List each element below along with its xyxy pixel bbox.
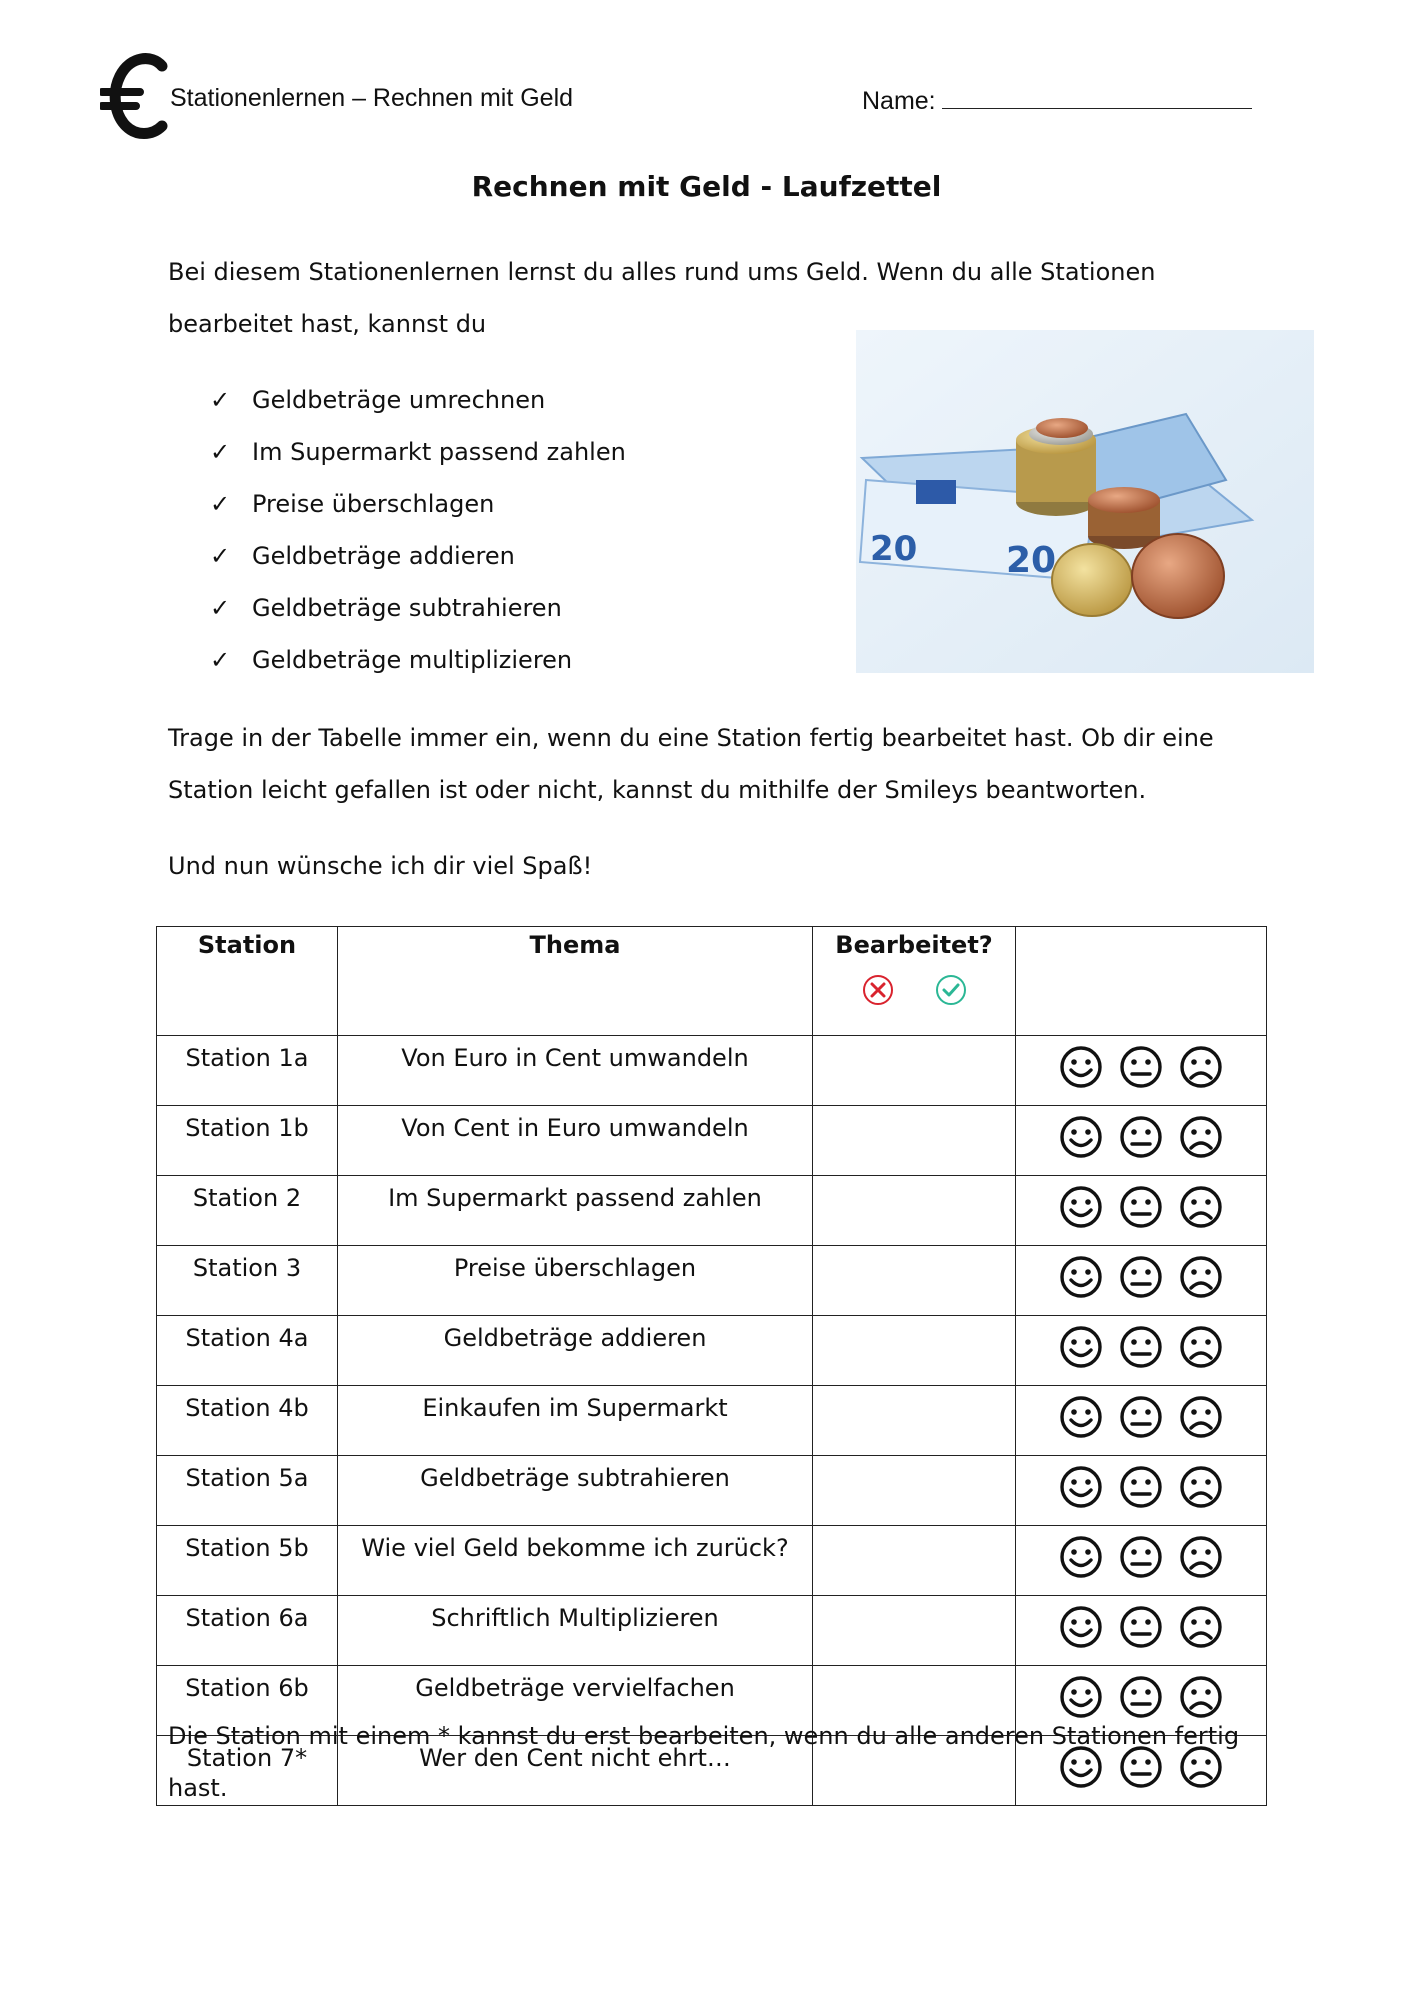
station-cell: Station 4a: [157, 1316, 338, 1386]
money-photo: [856, 330, 1314, 673]
table-body: [157, 1036, 1267, 1806]
thema-cell: Wer den Cent nicht ehrt…: [338, 1736, 813, 1806]
station-cell: Station 1a: [157, 1036, 338, 1106]
happy-smiley-icon[interactable]: [1058, 1254, 1104, 1300]
neutral-smiley-icon[interactable]: [1118, 1044, 1164, 1090]
done-checkbox-cell[interactable]: [813, 1456, 1016, 1526]
name-blank-line[interactable]: [942, 84, 1252, 109]
rating-cell: [1016, 1596, 1267, 1666]
neutral-smiley-icon[interactable]: [1118, 1114, 1164, 1160]
happy-smiley-icon[interactable]: [1058, 1394, 1104, 1440]
table-row: [157, 1176, 1267, 1246]
table-row: [157, 1526, 1267, 1596]
neutral-smiley-icon[interactable]: [1118, 1394, 1164, 1440]
rating-cell: [1016, 1316, 1267, 1386]
checkmark-icon: ✓: [210, 646, 231, 674]
sad-smiley-icon[interactable]: [1178, 1604, 1224, 1650]
happy-smiley-icon[interactable]: [1058, 1184, 1104, 1230]
done-checkbox-cell[interactable]: [813, 1036, 1016, 1106]
smiley-group: [1016, 1044, 1266, 1090]
station-cell: Station 1b: [157, 1106, 338, 1176]
intro-paragraph: Bei diesem Stationenlernen lernst du alles rund ums Geld. Wenn du alle Stationen bearbeitet hast, kannst du: [168, 258, 1156, 338]
list-item: ✓ Preise überschlagen: [210, 478, 626, 530]
neutral-smiley-icon[interactable]: [1118, 1604, 1164, 1650]
smiley-group: [1016, 1534, 1266, 1580]
sad-smiley-icon[interactable]: [1178, 1464, 1224, 1510]
happy-smiley-icon[interactable]: [1058, 1604, 1104, 1650]
done-checkbox-cell[interactable]: [813, 1246, 1016, 1316]
thema-cell: Wie viel Geld bekomme ich zurück?: [338, 1526, 813, 1596]
checkmark-icon: ✓: [210, 594, 231, 622]
done-checkbox-cell[interactable]: [813, 1526, 1016, 1596]
done-checkbox-cell[interactable]: [813, 1176, 1016, 1246]
page-header: [100, 52, 1260, 142]
station-cell: Station 5b: [157, 1526, 338, 1596]
rating-cell: [1016, 1106, 1267, 1176]
checkmark-icon: ✓: [210, 490, 231, 518]
station-cell: Station 6b: [157, 1666, 338, 1736]
done-checkbox-cell[interactable]: [813, 1386, 1016, 1456]
header-title: Stationenlernen – Rechnen mit Geld: [170, 84, 574, 112]
rating-cell: [1016, 1386, 1267, 1456]
checkmark-icon: ✓: [210, 542, 231, 570]
station-cell: Station 7*: [157, 1736, 338, 1806]
rating-cell: [1016, 1246, 1267, 1316]
happy-smiley-icon[interactable]: [1058, 1044, 1104, 1090]
column-header-done: [813, 927, 1016, 1036]
smiley-group: [1016, 1114, 1266, 1160]
column-header-thema: Thema: [338, 927, 813, 1036]
instructions-paragraph: Trage in der Tabelle immer ein, wenn du eine Station fertig bearbeitet hast. Ob dir eine Station leicht gefallen ist oder nicht, kannst du mithilfe der Smileys beantworten.: [168, 724, 1214, 804]
thema-cell: Geldbeträge subtrahieren: [338, 1456, 813, 1526]
euro-sign-icon: [100, 52, 172, 142]
smiley-group: [1016, 1254, 1266, 1300]
thema-cell: Einkaufen im Supermarkt: [338, 1386, 813, 1456]
happy-smiley-icon[interactable]: [1058, 1464, 1104, 1510]
smiley-group: [1016, 1464, 1266, 1510]
station-cell: Station 4b: [157, 1386, 338, 1456]
done-checkbox-cell[interactable]: [813, 1596, 1016, 1666]
svg-text:20: 20: [870, 529, 918, 569]
thema-cell: Geldbeträge addieren: [338, 1316, 813, 1386]
list-item: ✓ Geldbeträge umrechnen: [210, 374, 626, 426]
done-header-label: Bearbeitet?: [835, 931, 993, 959]
happy-smiley-icon[interactable]: [1058, 1324, 1104, 1370]
thema-cell: Von Cent in Euro umwandeln: [338, 1106, 813, 1176]
station-cell: Station 5a: [157, 1456, 338, 1526]
thema-cell: Geldbeträge vervielfachen: [338, 1666, 813, 1736]
smiley-group: [1016, 1324, 1266, 1370]
thema-cell: Im Supermarkt passend zahlen: [338, 1176, 813, 1246]
happy-smiley-icon[interactable]: [1058, 1534, 1104, 1580]
column-header-rating: [1016, 927, 1267, 1036]
document-title: Rechnen mit Geld - Laufzettel: [471, 170, 942, 203]
smiley-group: [1016, 1394, 1266, 1440]
footnote-text: Die Station mit einem * kannst du erst bearbeiten, wenn du alle anderen Stationen fertig hast.: [168, 1722, 1240, 1802]
checkmark-icon: ✓: [210, 438, 231, 466]
name-field[interactable]: [862, 84, 1252, 116]
wish-text: Und nun wünsche ich dir viel Spaß!: [168, 852, 593, 880]
rating-cell: [1016, 1456, 1267, 1526]
goals-list: [210, 374, 626, 686]
table-row: [157, 1596, 1267, 1666]
happy-smiley-icon[interactable]: [1058, 1114, 1104, 1160]
done-checkbox-cell[interactable]: [813, 1106, 1016, 1176]
thema-cell: Schriftlich Multiplizieren: [338, 1596, 813, 1666]
station-cell: Station 2: [157, 1176, 338, 1246]
table-row: [157, 1316, 1267, 1386]
sad-smiley-icon[interactable]: [1178, 1394, 1224, 1440]
rating-cell: [1016, 1526, 1267, 1596]
station-table: [156, 926, 1267, 1806]
column-header-station: Station: [157, 927, 338, 1036]
station-cell: Station 3: [157, 1246, 338, 1316]
neutral-smiley-icon[interactable]: [1118, 1184, 1164, 1230]
sad-smiley-icon[interactable]: [1178, 1114, 1224, 1160]
neutral-smiley-icon[interactable]: [1118, 1324, 1164, 1370]
thema-cell: Von Euro in Cent umwandeln: [338, 1036, 813, 1106]
list-item: ✓ Im Supermarkt passend zahlen: [210, 426, 626, 478]
red-x-circle-icon: [861, 973, 895, 1007]
list-item: ✓ Geldbeträge subtrahieren: [210, 582, 626, 634]
neutral-smiley-icon[interactable]: [1118, 1534, 1164, 1580]
station-cell: Station 6a: [157, 1596, 338, 1666]
smiley-group: [1016, 1604, 1266, 1650]
table-header-row: [157, 927, 1267, 1036]
sad-smiley-icon[interactable]: [1178, 1324, 1224, 1370]
sad-smiley-icon[interactable]: [1178, 1184, 1224, 1230]
status-legend: [813, 973, 1015, 1007]
table-row: [157, 1106, 1267, 1176]
table-row: [157, 1036, 1267, 1106]
sad-smiley-icon[interactable]: [1178, 1044, 1224, 1090]
green-check-circle-icon: [934, 973, 968, 1007]
name-label: Name:: [862, 87, 936, 115]
checkmark-icon: ✓: [210, 386, 231, 414]
smiley-group: [1016, 1184, 1266, 1230]
thema-cell: Preise überschlagen: [338, 1246, 813, 1316]
sad-smiley-icon[interactable]: [1178, 1254, 1224, 1300]
list-item: ✓ Geldbeträge multiplizieren: [210, 634, 626, 686]
rating-cell: [1016, 1176, 1267, 1246]
list-item: ✓ Geldbeträge addieren: [210, 530, 626, 582]
neutral-smiley-icon[interactable]: [1118, 1254, 1164, 1300]
table-row: [157, 1246, 1267, 1316]
rating-cell: [1016, 1036, 1267, 1106]
neutral-smiley-icon[interactable]: [1118, 1464, 1164, 1510]
svg-text:20: 20: [1006, 540, 1057, 581]
table-row: [157, 1456, 1267, 1526]
sad-smiley-icon[interactable]: [1178, 1534, 1224, 1580]
table-row: [157, 1386, 1267, 1456]
done-checkbox-cell[interactable]: [813, 1316, 1016, 1386]
